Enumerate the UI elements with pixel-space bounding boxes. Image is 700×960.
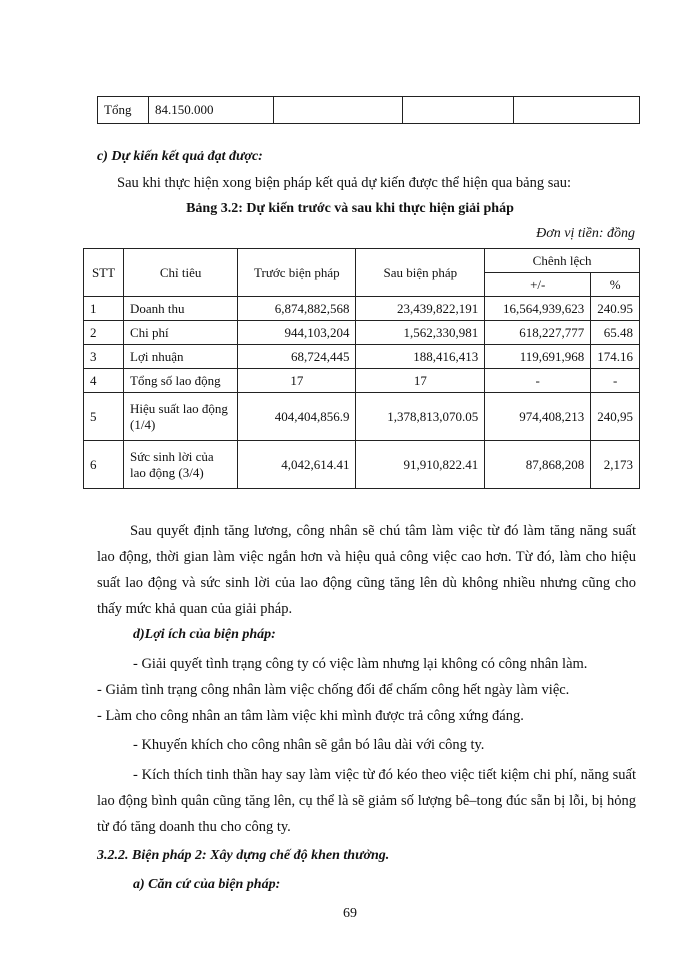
cell-pct: 2,173: [591, 441, 640, 489]
table-row: [84, 345, 640, 369]
cell-pct: 65.48: [591, 321, 640, 345]
cell-pct: 240,95: [591, 393, 640, 441]
cell-name: Doanh thu: [124, 297, 238, 321]
table-row: [84, 369, 640, 393]
section-322-heading: 3.2.2. Biện pháp 2: Xây dựng chế độ khen thưởng.: [97, 848, 390, 863]
cell-stt: 5: [84, 393, 124, 441]
cell-after: 188,416,413: [356, 345, 485, 369]
cell-before: 6,874,882,568: [238, 297, 356, 321]
total-row: [98, 97, 640, 124]
table-row: [84, 393, 640, 441]
cell-before: 68,724,445: [238, 345, 356, 369]
cell-name: Tổng số lao động: [124, 369, 238, 393]
paragraph-salary-effect: Sau quyết định tăng lương, công nhân sẽ chú tâm làm việc từ đó làm tăng năng suất lao động, thời gian làm việc ngắn hơn và hiệu quả công việc cao hơn. Từ đó, làm cho hiệu suất lao động và sức sinh lời của lao động cũng tăng lên dù không nhiều nhưng cũng cho thấy mức khả quan của giải pháp.: [97, 523, 636, 617]
results-table: [83, 248, 640, 489]
total-label-cell: Tổng: [98, 97, 149, 124]
empty-cell: [514, 97, 640, 124]
cell-pct: 174.16: [591, 345, 640, 369]
empty-cell: [274, 97, 403, 124]
cell-pct: 240.95: [591, 297, 640, 321]
header-chi-tieu: Chỉ tiêu: [124, 249, 238, 297]
cell-pct: -: [591, 369, 640, 393]
table-row: [84, 441, 640, 489]
cell-before: 404,404,856.9: [238, 393, 356, 441]
cell-name: Chi phí: [124, 321, 238, 345]
benefit-item: - Giải quyết tình trạng công ty có việc làm nhưng lại không có công nhân làm.: [133, 656, 588, 672]
cell-diff: -: [485, 369, 591, 393]
total-table: [97, 96, 640, 124]
table-caption: Bảng 3.2: Dự kiến trước và sau khi thực hiện giải pháp: [186, 201, 514, 216]
cell-after: 91,910,822.41: [356, 441, 485, 489]
benefit-item: - Khuyến khích cho công nhân sẽ gắn bó lâu dài với công ty.: [133, 737, 485, 753]
cell-name: Sức sinh lời của lao động (3/4): [124, 441, 238, 489]
cell-stt: 2: [84, 321, 124, 345]
cell-diff: 974,408,213: [485, 393, 591, 441]
section-c-intro: Sau khi thực hiện xong biện pháp kết quả dự kiến được thể hiện qua bảng sau:: [117, 175, 572, 191]
page-number: 69: [343, 906, 357, 921]
header-chenh-lech: Chênh lệch: [485, 249, 640, 273]
cell-diff: 119,691,968: [485, 345, 591, 369]
cell-after: 17: [356, 369, 485, 393]
cell-stt: 4: [84, 369, 124, 393]
cell-diff: 618,227,777: [485, 321, 591, 345]
cell-name: Lợi nhuận: [124, 345, 238, 369]
cell-diff: 16,564,939,623: [485, 297, 591, 321]
cell-before: 17: [238, 369, 356, 393]
cell-after: 1,378,813,070.05: [356, 393, 485, 441]
header-truoc: Trước biện pháp: [238, 249, 356, 297]
header-sau: Sau biện pháp: [356, 249, 485, 297]
currency-unit: Đơn vị tiền: đồng: [536, 226, 635, 241]
table-row: [84, 297, 640, 321]
cell-stt: 1: [84, 297, 124, 321]
header-row: [84, 249, 640, 273]
table-row: [84, 321, 640, 345]
cell-after: 1,562,330,981: [356, 321, 485, 345]
cell-name: Hiệu suất lao động (1/4): [124, 393, 238, 441]
cell-after: 23,439,822,191: [356, 297, 485, 321]
benefit-item: - Làm cho công nhân an tâm làm việc khi mình được trả công xứng đáng.: [97, 708, 524, 724]
cell-before: 944,103,204: [238, 321, 356, 345]
header-abs: +/-: [485, 273, 591, 297]
benefit-item: - Kích thích tinh thần hay say làm việc từ đó kéo theo việc tiết kiệm chi phí, năng suất lao động bình quân cũng tăng lên, cụ thể là sẽ giảm số lượng bê–tong đúc sẵn bị lỗi, bị hỏng từ đó tăng doanh thu cho công ty.: [97, 767, 636, 835]
header-stt: STT: [84, 249, 124, 297]
cell-before: 4,042,614.41: [238, 441, 356, 489]
total-value-cell: 84.150.000: [149, 97, 274, 124]
header-pct: %: [591, 273, 640, 297]
cell-stt: 6: [84, 441, 124, 489]
section-a-heading: a) Căn cứ của biện pháp:: [133, 877, 281, 892]
empty-cell: [403, 97, 514, 124]
benefit-item: - Giảm tình trạng công nhân làm việc chống đối để chấm công hết ngày làm việc.: [97, 682, 570, 698]
section-d-heading: d)Lợi ích của biện pháp:: [133, 627, 276, 642]
section-c-heading: c) Dự kiến kết quả đạt được:: [97, 149, 263, 164]
cell-diff: 87,868,208: [485, 441, 591, 489]
cell-stt: 3: [84, 345, 124, 369]
